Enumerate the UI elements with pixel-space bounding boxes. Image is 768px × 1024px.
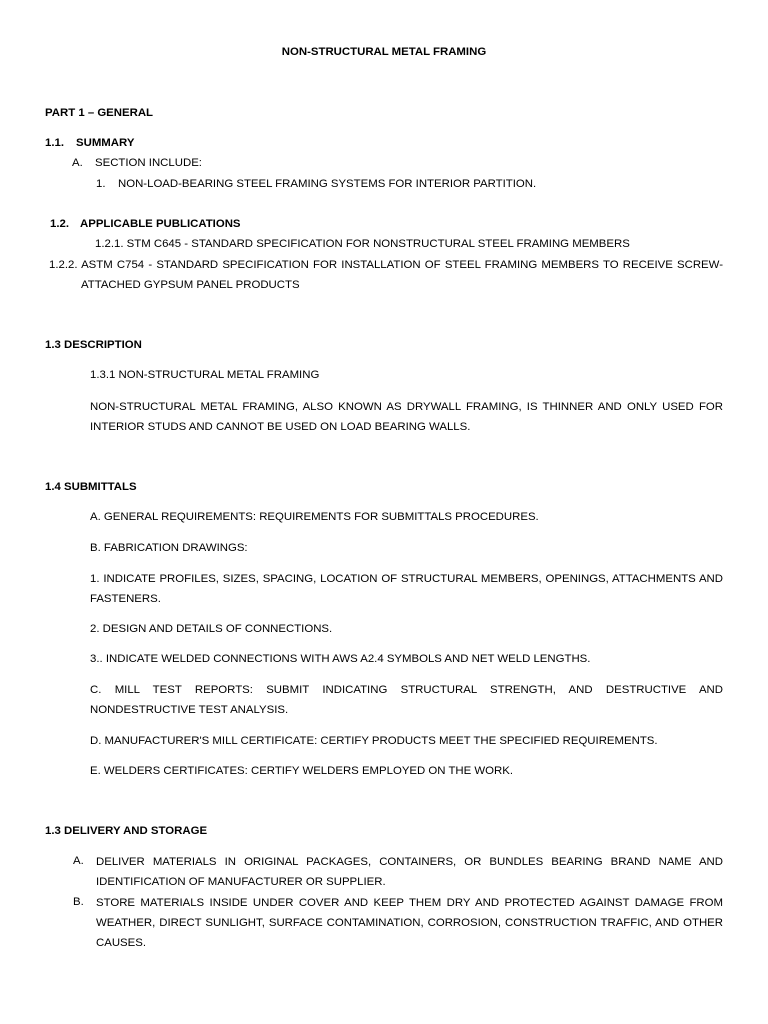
submittal-item: B. FABRICATION DRAWINGS: <box>90 542 248 554</box>
summary-item-marker: 1. <box>96 178 106 190</box>
submittal-item: A. GENERAL REQUIREMENTS: REQUIREMENTS FOR SUBMITTALS PROCEDURES. <box>90 511 539 523</box>
submittal-item: D. MANUFACTURER'S MILL CERTIFICATE: CERTIFY PRODUCTS MEET THE SPECIFIED REQUIREMENTS. <box>90 735 658 747</box>
submittal-item: C. MILL TEST REPORTS: SUBMIT INDICATING STRUCTURAL STRENGTH, AND DESTRUCTIVE AND NONDESTRUCTIVE TEST ANALYSIS. <box>90 684 723 716</box>
document-title: NON-STRUCTURAL METAL FRAMING <box>281 46 487 58</box>
publication-item-2-text: 1.2.2. ASTM C754 - STANDARD SPECIFICATION FOR INSTALLATION OF STEEL FRAMING MEMBERS TO RECEIVE SCREW-ATTACHED GYPSUM PANEL PRODUCTS <box>49 259 723 291</box>
delivery-a-text: DELIVER MATERIALS IN ORIGINAL PACKAGES, CONTAINERS, OR BUNDLES BEARING BRAND NAME AND IDENTIFICATION OF MANUFACTURER OR SUPPLIER. <box>96 856 723 888</box>
description-subheading: 1.3.1 NON-STRUCTURAL METAL FRAMING <box>90 369 320 381</box>
description-heading: 1.3 DESCRIPTION <box>45 339 142 351</box>
delivery-heading: 1.3 DELIVERY AND STORAGE <box>45 825 208 837</box>
publications-heading: APPLICABLE PUBLICATIONS <box>80 218 241 230</box>
publication-item-2 <box>49 255 723 295</box>
submittal-item: 1. INDICATE PROFILES, SIZES, SPACING, LOCATION OF STRUCTURAL MEMBERS, OPENINGS, ATTACHMENTS AND FASTENERS. <box>90 573 723 605</box>
summary-a-text: SECTION INCLUDE: <box>95 157 202 169</box>
summary-heading: SUMMARY <box>76 137 135 149</box>
summary-number: 1.1. <box>45 137 64 149</box>
submittal-item: E. WELDERS CERTIFICATES: CERTIFY WELDERS EMPLOYED ON THE WORK. <box>90 765 513 777</box>
publications-number: 1.2. <box>50 218 69 230</box>
submittal-item: 2. DESIGN AND DETAILS OF CONNECTIONS. <box>90 623 333 635</box>
part-heading: PART 1 – GENERAL <box>45 107 154 119</box>
summary-a-marker: A. <box>72 157 83 169</box>
submittals-heading: 1.4 SUBMITTALS <box>45 481 137 493</box>
summary-item-text: NON-LOAD-BEARING STEEL FRAMING SYSTEMS FOR INTERIOR PARTITION. <box>118 178 537 190</box>
submittal-item: 3.. INDICATE WELDED CONNECTIONS WITH AWS A2.4 SYMBOLS AND NET WELD LENGTHS. <box>90 653 591 665</box>
delivery-b-text: STORE MATERIALS INSIDE UNDER COVER AND KEEP THEM DRY AND PROTECTED AGAINST DAMAGE FROM WEATHER, DIRECT SUNLIGHT, SURFACE CONTAMINATION, CORROSION, CONSTRUCTION TRAFFIC, AND OTHER CAUSES. <box>96 897 723 949</box>
delivery-a-marker: A. <box>73 855 84 867</box>
publication-item-1: 1.2.1. STM C645 - STANDARD SPECIFICATION FOR NONSTRUCTURAL STEEL FRAMING MEMBERS <box>95 238 630 250</box>
delivery-b-marker: B. <box>73 896 84 908</box>
description-paragraph: NON-STRUCTURAL METAL FRAMING, ALSO KNOWN AS DRYWALL FRAMING, IS THINNER AND ONLY USED FOR INTERIOR STUDS AND CANNOT BE USED ON LOAD BEARING WALLS. <box>90 401 723 433</box>
